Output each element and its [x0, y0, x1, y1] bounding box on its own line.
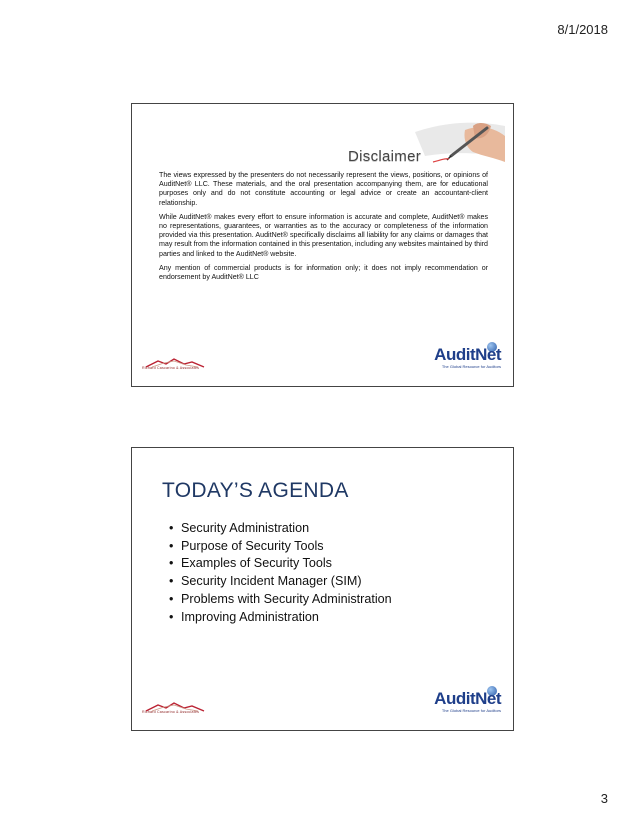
disclaimer-paragraph: Any mention of commercial products is for information only; it does not imply recommendation or endorsement by AuditNet® LLC: [159, 263, 488, 282]
agenda-item: • Purpose of Security Tools: [169, 538, 392, 556]
auditnet-logo-name: AuditNet: [434, 689, 501, 708]
bullet-icon: •: [169, 609, 174, 624]
agenda-item: • Problems with Security Administration: [169, 591, 392, 609]
cascarino-logo: [142, 356, 208, 376]
agenda-item: • Security Incident Manager (SIM): [169, 573, 392, 591]
slide-agenda: [131, 447, 514, 731]
agenda-item: • Security Administration: [169, 520, 392, 538]
bullet-icon: •: [169, 574, 174, 589]
bullet-icon: •: [169, 521, 174, 535]
cascarino-logo: [142, 700, 208, 720]
slide-disclaimer: [131, 103, 514, 387]
agenda-item: • Examples of Security Tools: [169, 555, 392, 573]
auditnet-logo-tagline: The Global Resource for Auditors: [441, 708, 501, 713]
agenda-item: • Improving Administration: [169, 609, 392, 627]
bullet-icon: •: [169, 591, 174, 606]
agenda-list: [169, 520, 392, 626]
auditnet-logo: [434, 342, 501, 374]
left-logo-text: Richard Cascarino & Associates: [142, 366, 200, 370]
auditnet-logo: [434, 686, 501, 718]
bullet-icon: •: [169, 538, 174, 553]
slide-title: Disclaimer: [348, 148, 422, 165]
disclaimer-text: [159, 171, 488, 287]
left-logo-text: Richard Cascarino & Associates: [142, 710, 200, 714]
disclaimer-paragraph: While AuditNet® makes every effort to ensure information is accurate and complete, AuditNet® makes no representations, guarantees, or warranties as to the accuracy or completeness of the information provided via this presentation. AuditNet® specifically disclaims all liability for any claims or damages that may result from the information contained in this presentation, including any websites maintained by third parties and linked to the AuditNet® website.: [159, 212, 488, 258]
auditnet-logo-tagline: The Global Resource for Auditors: [441, 364, 501, 369]
page-date: 8/1/2018: [557, 22, 608, 37]
auditnet-logo-name: AuditNet: [434, 345, 501, 364]
page-number: 3: [600, 791, 608, 806]
bullet-icon: •: [169, 556, 174, 571]
disclaimer-paragraph: The views expressed by the presenters do not necessarily represent the views, positions, or opinions of AuditNet® LLC. These materials, and the oral presentation accompanying them, are for educational purposes only and do not constitute accounting or legal advice or create an accountant-client relationship.: [159, 171, 488, 207]
slide-title: TODAY’S AGENDA: [162, 479, 349, 502]
